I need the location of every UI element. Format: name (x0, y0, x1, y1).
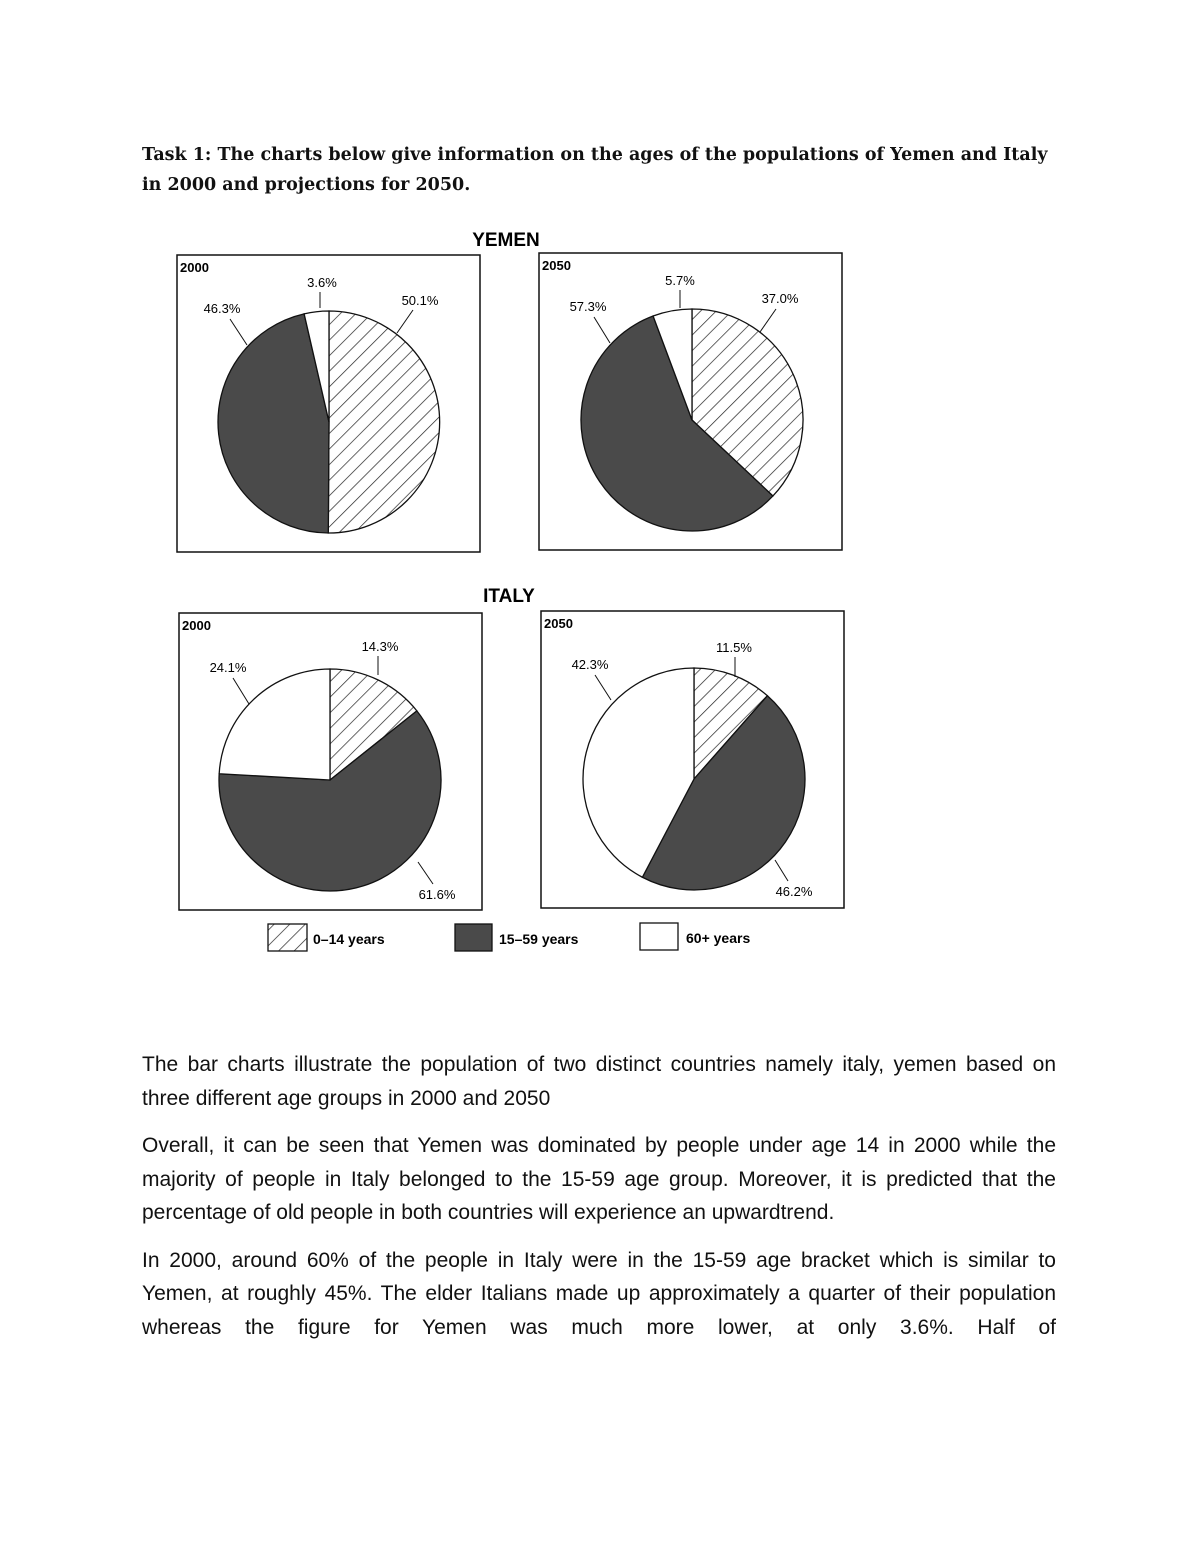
legend-label-60plus: 60+ years (686, 930, 751, 946)
essay-body (142, 1048, 1056, 1358)
leader-yemen-2000-0-14 (397, 310, 413, 333)
pie-italy-2000 (219, 669, 441, 891)
label-yemen-2050-0-14: 37.0% (761, 291, 799, 306)
year-label-yemen-2000: 2000 (180, 260, 209, 275)
pie-yemen-2000 (218, 311, 440, 533)
essay-paragraph-3: In 2000, around 60% of the people in Italy were in the 15-59 age bracket which is similar to Yemen, at roughly 45%. The elder Italians made up approximately a quarter of their population whereas the figure for Yemen was much more lower, at only 3.6%. Half of (142, 1248, 1056, 1339)
label-italy-2050-15-59: 46.2% (775, 884, 813, 899)
legend-swatch-60plus (640, 923, 678, 950)
pie-slice-yemen-2000-0-14 (328, 311, 439, 533)
essay-paragraph-2: Overall, it can be seen that Yemen was dominated by people under age 14 in 2000 while the majority of people in Italy belonged to the 15-59 age group. Moreover, it is predicted that the percentage of old people in both countries will experience an upwardtrend. (142, 1134, 1056, 1224)
task-heading: Task 1: The charts below give information on the ages of the populations of Yemen and Italy in 2000 and projections for 2050. (142, 145, 1048, 195)
label-yemen-2000-0-14: 50.1% (401, 293, 439, 308)
label-italy-2000-15-59: 61.6% (418, 887, 456, 902)
label-yemen-2000-60plus: 3.6% (307, 275, 337, 290)
country-title-italy: ITALY (483, 586, 535, 607)
essay-paragraph-1: The bar charts illustrate the population of two distinct countries namely italy, yemen based on three different age groups in 2000 and 2050 (142, 1053, 1056, 1110)
legend (268, 923, 750, 951)
label-yemen-2050-60plus: 5.7% (665, 273, 695, 288)
legend-label-0-14: 0–14 years (313, 931, 385, 947)
legend-swatch-15-59 (455, 924, 492, 951)
leader-yemen-2000-15-59 (230, 319, 247, 345)
label-italy-2000-60plus: 24.1% (209, 660, 247, 675)
pie-italy-2050 (583, 668, 805, 890)
leader-italy-2050-15-59 (775, 860, 788, 881)
legend-swatch-0-14 (268, 924, 307, 951)
pie-slice-italy-2000-60plus (219, 669, 330, 780)
year-label-italy-2000: 2000 (182, 618, 211, 633)
year-label-yemen-2050: 2050 (542, 258, 571, 273)
leader-yemen-2050-0-14 (760, 309, 776, 332)
label-italy-2050-0-14: 11.5% (716, 640, 752, 655)
year-label-italy-2050: 2050 (544, 616, 573, 631)
pie-yemen-2050 (581, 309, 803, 531)
leader-italy-2000-15-59 (418, 862, 433, 884)
label-yemen-2050-15-59: 57.3% (569, 299, 607, 314)
label-yemen-2000-15-59: 46.3% (203, 301, 241, 316)
leader-italy-2050-60plus (595, 675, 611, 700)
country-title-yemen: YEMEN (472, 230, 540, 251)
label-italy-2000-0-14: 14.3% (361, 639, 399, 654)
leader-italy-2000-60plus (233, 678, 249, 704)
leader-yemen-2050-15-59 (594, 317, 610, 343)
label-italy-2050-60plus: 42.3% (571, 657, 609, 672)
legend-label-15-59: 15–59 years (499, 931, 579, 947)
